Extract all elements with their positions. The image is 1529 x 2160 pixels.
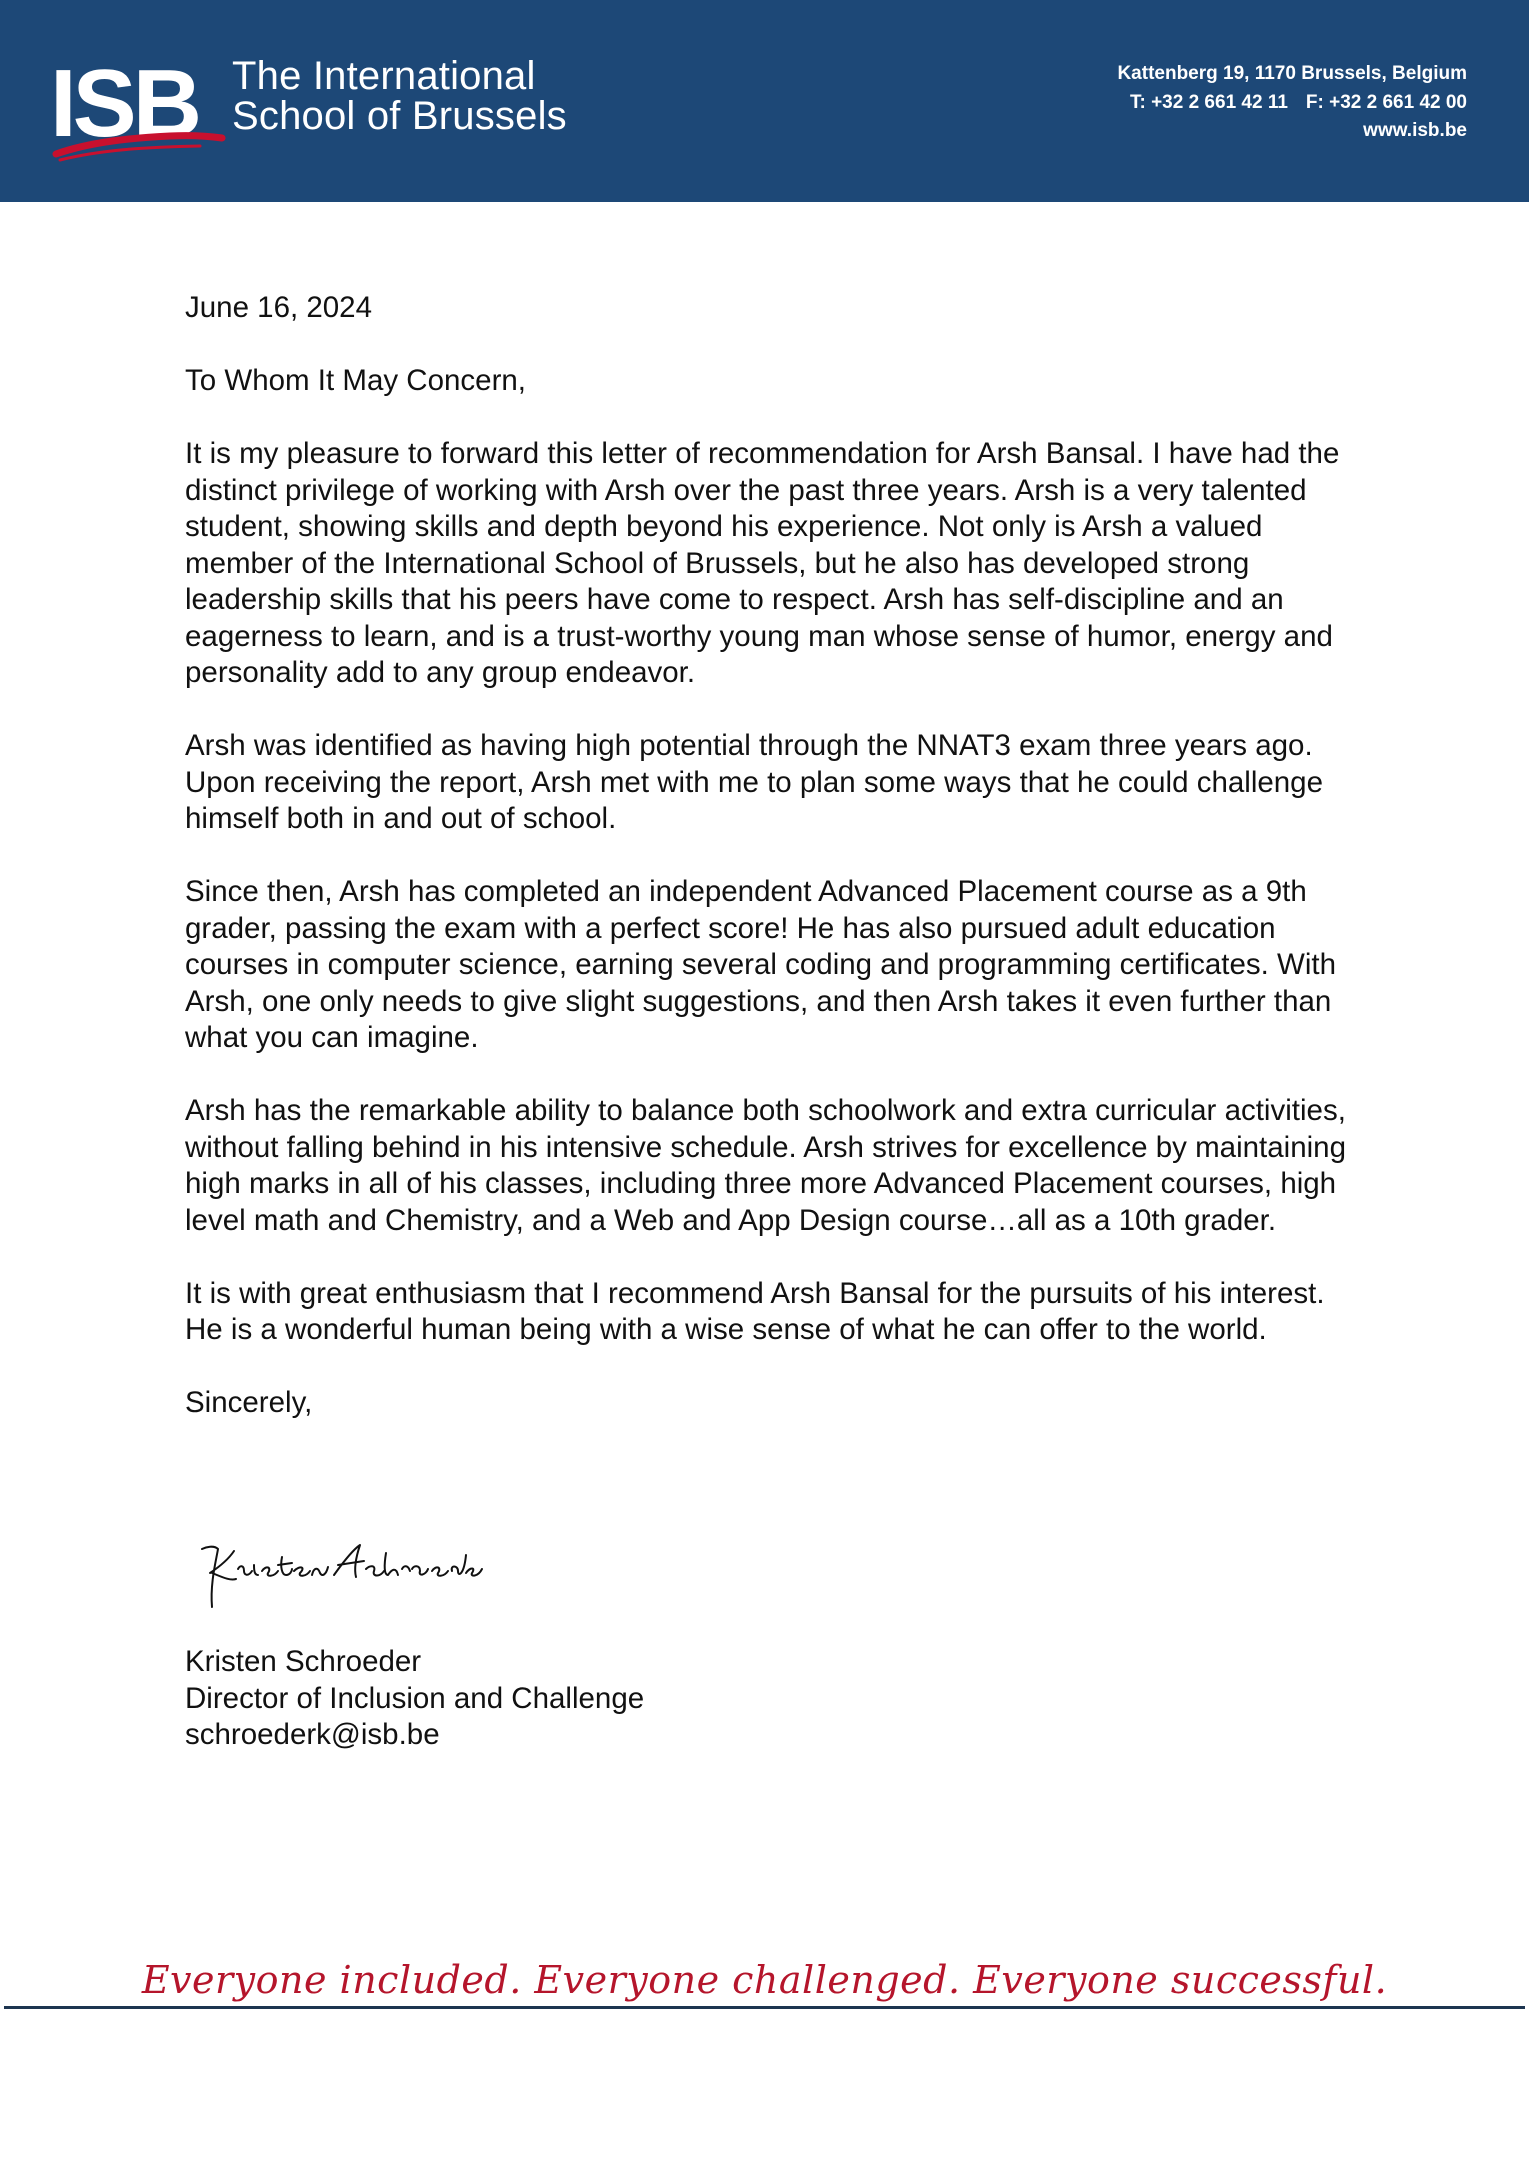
footer-divider xyxy=(4,2006,1525,2009)
school-motto: Everyone included. Everyone challenged. Everyone successful. xyxy=(141,1958,1388,2002)
letter-paragraph: It is with great enthusiasm that I recommend Arsh Bansal for the pursuits of his interest. He is a wonderful human being with a wise sense of what he can offer to the world. xyxy=(185,1276,1325,1346)
letter-date: June 16, 2024 xyxy=(185,291,372,324)
signer-name: Kristen Schroeder xyxy=(185,1645,422,1678)
logo-text: ISB xyxy=(50,50,199,157)
letter-body xyxy=(185,290,1355,1458)
letter-paragraph: Arsh has the remarkable ability to balance both schoolwork and extra curricular activities, without falling behind in his intensive schedule. Arsh strives for excellence by maintaining high marks in all of his classes, including three more Advanced Placement courses, high level math and Chemistry, and a Web and App Design course…all as a 10th grader. xyxy=(185,1094,1346,1237)
letter-paragraph: Since then, Arsh has completed an independent Advanced Placement course as a 9th grader, passing the exam with a perfect score! He has also pursued adult education courses in computer science, earning several coding and programming certificates. With Arsh, one only needs to give slight suggestions, and then Arsh takes it even further than what you can imagine. xyxy=(185,875,1337,1054)
letter-paragraph: It is my pleasure to forward this letter of recommendation for Arsh Bansal. I have had the distinct privilege of working with Arsh over the past three years. Arsh is a very talented student, showing skills and depth beyond his experience. Not only is Arsh a valued member of the International School of Brussels, but he also has developed strong leadership skills that his peers have come to respect. Arsh has self-discipline and an eagerness to learn, and is a trust-worthy young man whose sense of humor, energy and personality add to any group endeavor. xyxy=(185,437,1340,689)
school-name xyxy=(232,56,567,136)
signer-title: Director of Inclusion and Challenge xyxy=(185,1681,645,1715)
letterhead-banner xyxy=(0,0,1529,202)
phone-line xyxy=(1117,89,1467,118)
signature-block xyxy=(185,1644,644,1754)
fax-number: F: +32 2 661 42 00 xyxy=(1305,91,1467,113)
address: Kattenberg 19, 1170 Brussels, Belgium xyxy=(1117,63,1467,84)
letter-salutation: To Whom It May Concern, xyxy=(185,364,526,397)
website-link[interactable]: www.isb.be xyxy=(1363,120,1467,141)
letter-closing: Sincerely, xyxy=(185,1386,313,1419)
phone-number: T: +32 2 661 42 11 xyxy=(1129,91,1288,113)
signer-email[interactable]: schroederk@isb.be xyxy=(185,1718,440,1751)
isb-logo xyxy=(50,50,230,165)
contact-info xyxy=(1117,60,1467,146)
school-name-line1: The International xyxy=(232,54,536,98)
school-name-line2: School of Brussels xyxy=(232,94,567,138)
handwritten-signature xyxy=(188,1535,488,1615)
letter-paragraph: Arsh was identified as having high potential through the NNAT3 exam three years ago. Upon receiving the report, Arsh met with me to plan some ways that he could challenge himself both in and out of school. xyxy=(185,729,1323,835)
